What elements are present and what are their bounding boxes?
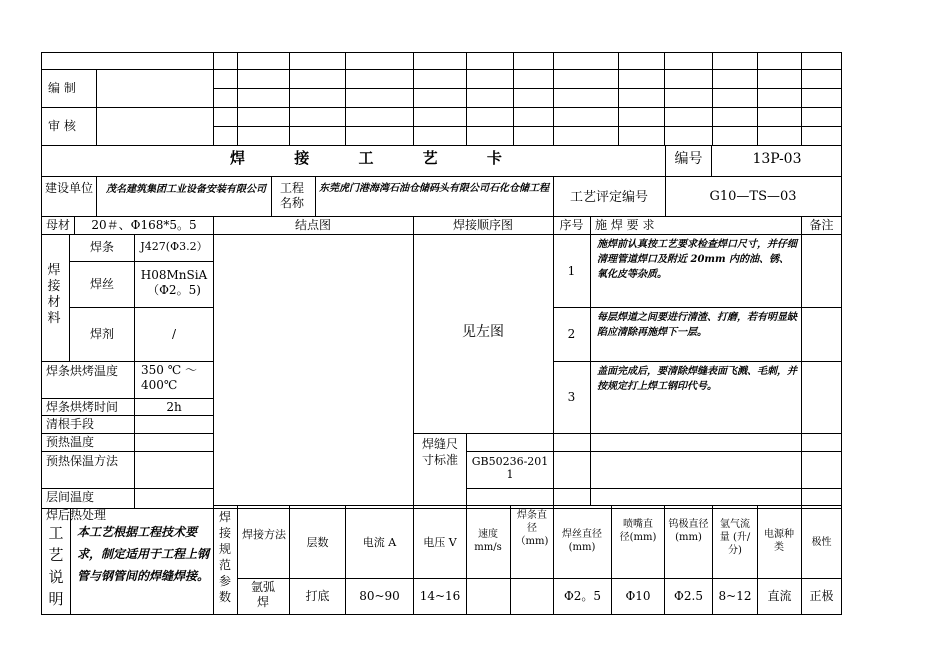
interpass-label: 层间温度 [46, 490, 95, 504]
param-value-voltage: 14~16 [419, 589, 461, 603]
unit-label: 建设单位 [44, 181, 93, 195]
req-1-no: 1 [567, 264, 576, 278]
param-header-argon-flow-box: 氩气流量 (升/分) [719, 519, 751, 556]
param-header-rod-dia: 焊条直径（mm) [515, 510, 549, 547]
bake-time-value: 2h [166, 400, 182, 414]
remarks-header: 备注 [809, 218, 834, 232]
param-header-voltage: 电压 V [423, 536, 457, 549]
preheat-hold-label: 预热保温方法 [46, 454, 119, 468]
card-number-value: 13P-03 [752, 151, 802, 167]
compiled-label: 编 制 [48, 81, 76, 95]
param-value-wire-dia: Φ2。5 [563, 589, 602, 603]
req-2-text: 每层焊道之间要进行清渣、打磨，若有明显缺陷应清除再施焊下一层。 [597, 312, 797, 338]
sequence-note: 见左图 [462, 324, 504, 340]
req-2-no: 2 [567, 327, 576, 341]
param-header-power: 电源种类 [764, 529, 794, 553]
param-value-argon-flow: 8~12 [718, 589, 752, 603]
param-value-current: 80~90 [359, 589, 400, 603]
param-value-method: 氩弧焊 [250, 580, 275, 609]
flux-value: / [171, 327, 177, 341]
base-metal-value: 20＃、Φ168*5。5 [91, 218, 197, 232]
seq-no-header: 序号 [559, 218, 584, 232]
review-label: 审 核 [48, 119, 76, 133]
process-desc-label: 工艺说明 [48, 524, 64, 608]
project-name-value: 东莞虎门港海湾石油仓储码头有限公司石化仓储工程 [319, 183, 549, 194]
param-value-tungsten-dia: Φ2.5 [674, 589, 703, 603]
joint-diagram-header: 结点图 [294, 218, 331, 232]
param-header-wire-dia: 焊丝直径(mm) [562, 529, 602, 553]
param-header-layers: 层数 [306, 536, 329, 549]
param-value-power: 直流 [767, 589, 792, 603]
eval-value: G10—TS—03 [709, 189, 797, 204]
param-header-method: 焊接方法 [242, 528, 286, 541]
materials-group-label: 焊接材料 [47, 263, 61, 326]
seam-size-value: GB50236-2011 [471, 455, 549, 481]
flux-label: 焊剂 [89, 327, 114, 341]
post-heat-label: 焊后热处理 [46, 508, 107, 522]
param-header-nozzle-dia: 喷嘴直径(mm) [619, 519, 657, 543]
root-clean-label: 清根手段 [46, 417, 95, 431]
param-value-layers: 打底 [305, 589, 330, 603]
wire-label: 焊丝 [89, 277, 114, 291]
params-group-label: 焊接规范参数 [218, 510, 231, 604]
bake-temp-value: 350 ℃ ～400℃ [141, 363, 197, 392]
eval-label: 工艺评定编号 [569, 190, 648, 205]
wire-value: H08MnSiA（Φ2。5) [140, 268, 208, 297]
param-header-polarity: 极性 [811, 537, 832, 548]
base-metal-label: 母材 [45, 218, 70, 232]
card-number-label: 编号 [674, 151, 703, 167]
unit-value: 茂名建筑集团工业设备安装有限公司 [106, 184, 266, 195]
electrode-label: 焊条 [89, 240, 114, 254]
param-value-polarity: 正极 [809, 589, 834, 603]
process-desc-text: 本工艺根据工程技术要求，制定适用于工程上钢管与钢管间的焊缝焊接。 [77, 525, 210, 583]
param-header-tungsten-dia: 钨极直径(mm) [668, 519, 709, 543]
preheat-label: 预热温度 [46, 435, 95, 449]
project-name-label: 工程名称 [279, 181, 304, 210]
req-3-text: 盖面完成后，要清除焊缝表面飞溅、毛刺，并按规定打上焊工钢印代号。 [597, 366, 797, 392]
param-header-current: 电流 A [362, 536, 397, 549]
electrode-value: J427(Φ3.2） [140, 240, 208, 253]
weld-sequence-header: 焊接顺序图 [452, 218, 513, 232]
card-title: 焊 接 工 艺 卡 [230, 149, 524, 167]
param-header-speed: 速度 mm/s [474, 529, 502, 553]
req-1-text: 施焊前认真按工艺要求检查焊口尺寸，并仔细清理管道焊口及附近 20mm 内的油、锈、氧化皮等杂质。 [597, 239, 797, 280]
param-value-nozzle-dia: Φ10 [625, 589, 651, 603]
bake-temp-label: 焊条烘烤温度 [46, 364, 119, 378]
req-3-no: 3 [567, 390, 576, 404]
requirements-header: 施 焊 要 求 [595, 218, 655, 232]
seam-size-label: 焊缝尺寸标准 [422, 437, 459, 467]
bake-time-label: 焊条烘烤时间 [46, 400, 119, 414]
